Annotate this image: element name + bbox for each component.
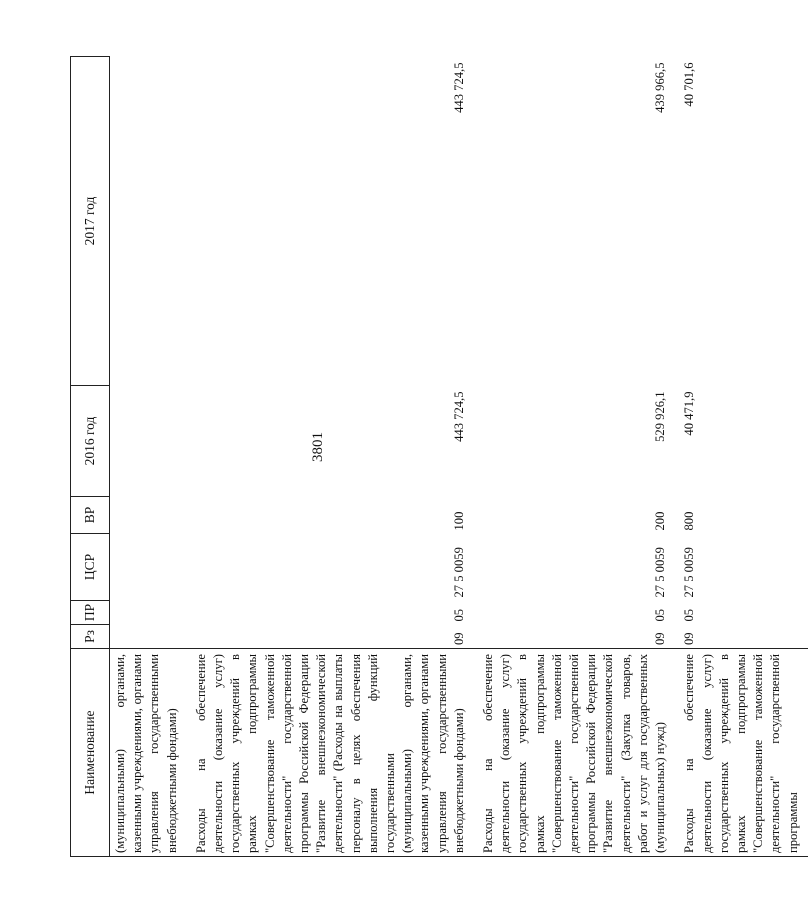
row-pr xyxy=(110,601,187,625)
row-vr: 800 xyxy=(682,511,697,531)
header-csr: ЦСР xyxy=(71,534,110,601)
row-pr: 05 xyxy=(682,608,697,622)
table-row xyxy=(675,57,807,857)
row-csr xyxy=(110,534,187,601)
header-vr: ВР xyxy=(71,497,110,534)
row-2017: 443 724,5 xyxy=(451,62,466,113)
table-row xyxy=(187,57,474,857)
header-pr: ПР xyxy=(71,601,110,625)
rotated-page xyxy=(70,57,800,857)
budget-table xyxy=(70,56,808,857)
row-2017: 40 701,6 xyxy=(682,62,697,107)
header-rz: Рз xyxy=(71,625,110,649)
row-csr: 27 5 0059 xyxy=(451,547,466,598)
row-vr: 100 xyxy=(451,511,466,531)
row-csr: 27 5 0059 xyxy=(653,547,668,598)
row-vr xyxy=(110,497,187,534)
row-rz: 09 xyxy=(451,632,466,645)
row-pr: 05 xyxy=(653,608,668,622)
header-2016: 2016 год xyxy=(71,386,110,497)
table-row xyxy=(474,57,675,857)
row-2016: 443 724,5 xyxy=(451,391,466,442)
row-2017: 439 966,5 xyxy=(653,62,668,113)
row-vr: 200 xyxy=(653,511,668,531)
row-name: Расходы на обеспечение деятельности (оказание услуг) государственных учреждений в рамках подпрограммы "Совершенствование таможенной деятельности" государственной программы xyxy=(675,649,807,857)
page-number: 3801 xyxy=(310,432,326,462)
table-row xyxy=(110,57,187,857)
row-2017 xyxy=(110,57,187,386)
row-name: Расходы на обеспечение деятельности (оказание услуг) государственных учреждений в рамках подпрограммы "Совершенствование таможенной деятельности" государственной программы Российской Федерации "Развитие внешнеэкономической деятельности" (Закупка товаров, работ и услуг для государственных (муниципальных) нужд) xyxy=(474,649,675,857)
row-2016: 40 471,9 xyxy=(682,391,697,436)
row-rz: 09 xyxy=(682,632,697,645)
header-2017: 2017 год xyxy=(71,57,110,386)
row-2016 xyxy=(110,386,187,497)
row-rz xyxy=(110,625,187,649)
row-name: Расходы на обеспечение деятельности (оказание услуг) государственных учреждений в рамках подпрограммы "Совершенствование таможенной деятельности" государственной программы Российской Федерации "Развитие внешнеэкономической деятельности" (Расходы на выплаты персоналу в целях обеспечения выполнения функций государственными (муниципальными) органами, казенными учреждениями, органами управления государственными внебюджетными фондами) xyxy=(187,649,474,857)
header-row xyxy=(71,57,110,857)
row-csr: 27 5 0059 xyxy=(682,547,697,598)
row-name: (муниципальными) органами, казенными учреждениями, органами управления государственными внебюджетными фондами) xyxy=(110,649,187,857)
row-rz: 09 xyxy=(653,632,668,645)
row-pr: 05 xyxy=(451,608,466,622)
header-name: Наименование xyxy=(71,649,110,857)
row-2016: 529 926,1 xyxy=(653,391,668,442)
